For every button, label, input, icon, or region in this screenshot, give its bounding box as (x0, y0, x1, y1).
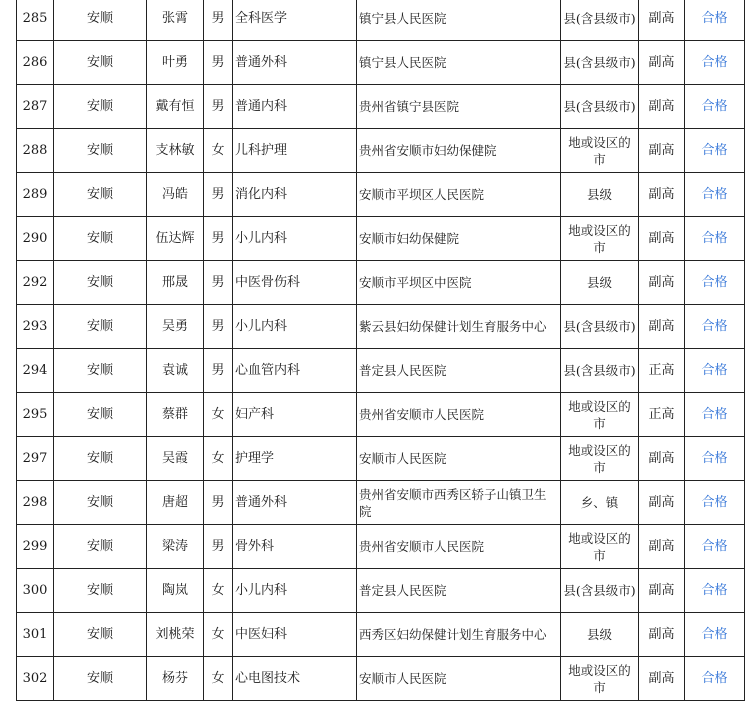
cell-unit: 贵州省安顺市西秀区轿子山镇卫生院 (357, 481, 561, 525)
cell-gender: 女 (204, 393, 233, 437)
cell-number: 287 (17, 85, 54, 129)
cell-specialty: 心电图技术 (233, 657, 357, 701)
cell-gender: 女 (204, 569, 233, 613)
cell-name: 陶岚 (147, 569, 204, 613)
cell-result-link[interactable]: 合格 (685, 261, 745, 305)
cell-region: 安顺 (54, 481, 147, 525)
cell-name: 蔡群 (147, 393, 204, 437)
table-row (17, 41, 745, 85)
cell-title: 副高 (639, 613, 685, 657)
cell-title: 副高 (639, 41, 685, 85)
cell-gender: 女 (204, 613, 233, 657)
cell-unit: 西秀区妇幼保健计划生育服务中心 (357, 613, 561, 657)
cell-result-link[interactable]: 合格 (685, 613, 745, 657)
cell-result-link[interactable]: 合格 (685, 0, 745, 41)
cell-result-link[interactable]: 合格 (685, 129, 745, 173)
cell-name: 伍达辉 (147, 217, 204, 261)
table-row (17, 349, 745, 393)
cell-gender: 男 (204, 41, 233, 85)
table-row (17, 305, 745, 349)
cell-gender: 男 (204, 217, 233, 261)
cell-number: 293 (17, 305, 54, 349)
roster-table-container (16, 0, 745, 701)
cell-unit: 镇宁县人民医院 (357, 41, 561, 85)
cell-title: 副高 (639, 261, 685, 305)
cell-title: 副高 (639, 129, 685, 173)
cell-region: 安顺 (54, 305, 147, 349)
cell-gender: 女 (204, 657, 233, 701)
cell-name: 吴勇 (147, 305, 204, 349)
cell-specialty: 骨外科 (233, 525, 357, 569)
cell-level: 地或设区的市 (561, 129, 639, 173)
cell-gender: 男 (204, 349, 233, 393)
cell-specialty: 小儿内科 (233, 569, 357, 613)
cell-title: 副高 (639, 85, 685, 129)
cell-specialty: 小儿内科 (233, 217, 357, 261)
cell-result-link[interactable]: 合格 (685, 85, 745, 129)
cell-unit: 贵州省安顺市妇幼保健院 (357, 129, 561, 173)
cell-unit: 安顺市平坝区中医院 (357, 261, 561, 305)
cell-number: 285 (17, 0, 54, 41)
cell-title: 副高 (639, 217, 685, 261)
cell-specialty: 中医骨伤科 (233, 261, 357, 305)
cell-gender: 男 (204, 85, 233, 129)
cell-region: 安顺 (54, 173, 147, 217)
cell-region: 安顺 (54, 217, 147, 261)
table-row (17, 657, 745, 701)
cell-level: 县(含县级市) (561, 349, 639, 393)
cell-result-link[interactable]: 合格 (685, 657, 745, 701)
cell-title: 副高 (639, 173, 685, 217)
cell-level: 地或设区的市 (561, 657, 639, 701)
cell-gender: 男 (204, 173, 233, 217)
cell-level: 县(含县级市) (561, 41, 639, 85)
cell-number: 301 (17, 613, 54, 657)
cell-unit: 安顺市人民医院 (357, 437, 561, 481)
cell-region: 安顺 (54, 261, 147, 305)
cell-name: 袁诚 (147, 349, 204, 393)
cell-level: 县级 (561, 613, 639, 657)
cell-name: 邢晟 (147, 261, 204, 305)
cell-gender: 女 (204, 437, 233, 481)
roster-table (16, 0, 745, 701)
cell-region: 安顺 (54, 569, 147, 613)
cell-level: 县(含县级市) (561, 569, 639, 613)
table-row (17, 393, 745, 437)
cell-specialty: 小儿内科 (233, 305, 357, 349)
cell-unit: 贵州省安顺市人民医院 (357, 393, 561, 437)
table-row (17, 129, 745, 173)
cell-gender: 男 (204, 481, 233, 525)
cell-name: 吴霞 (147, 437, 204, 481)
table-row (17, 613, 745, 657)
cell-number: 299 (17, 525, 54, 569)
cell-gender: 男 (204, 0, 233, 41)
cell-region: 安顺 (54, 657, 147, 701)
cell-number: 302 (17, 657, 54, 701)
cell-specialty: 妇产科 (233, 393, 357, 437)
cell-name: 唐超 (147, 481, 204, 525)
cell-name: 叶勇 (147, 41, 204, 85)
cell-title: 副高 (639, 0, 685, 41)
cell-title: 正高 (639, 349, 685, 393)
cell-specialty: 护理学 (233, 437, 357, 481)
cell-unit: 贵州省安顺市人民医院 (357, 525, 561, 569)
cell-result-link[interactable]: 合格 (685, 393, 745, 437)
cell-specialty: 心血管内科 (233, 349, 357, 393)
cell-region: 安顺 (54, 525, 147, 569)
cell-number: 290 (17, 217, 54, 261)
cell-number: 289 (17, 173, 54, 217)
table-row (17, 569, 745, 613)
cell-level: 县级 (561, 173, 639, 217)
cell-level: 县(含县级市) (561, 0, 639, 41)
cell-number: 300 (17, 569, 54, 613)
cell-name: 张霄 (147, 0, 204, 41)
table-row (17, 481, 745, 525)
cell-result-link[interactable]: 合格 (685, 481, 745, 525)
cell-number: 292 (17, 261, 54, 305)
cell-region: 安顺 (54, 393, 147, 437)
cell-number: 298 (17, 481, 54, 525)
cell-name: 支林敏 (147, 129, 204, 173)
cell-region: 安顺 (54, 85, 147, 129)
cell-level: 县(含县级市) (561, 85, 639, 129)
table-row (17, 261, 745, 305)
cell-result-link[interactable]: 合格 (685, 569, 745, 613)
cell-specialty: 中医妇科 (233, 613, 357, 657)
table-row (17, 525, 745, 569)
cell-title: 副高 (639, 437, 685, 481)
cell-region: 安顺 (54, 613, 147, 657)
cell-number: 297 (17, 437, 54, 481)
cell-name: 刘桃荣 (147, 613, 204, 657)
cell-unit: 紫云县妇幼保健计划生育服务中心 (357, 305, 561, 349)
cell-unit: 贵州省镇宁县医院 (357, 85, 561, 129)
cell-level: 地或设区的市 (561, 393, 639, 437)
cell-name: 冯皓 (147, 173, 204, 217)
cell-level: 县(含县级市) (561, 305, 639, 349)
cell-specialty: 儿科护理 (233, 129, 357, 173)
cell-gender: 女 (204, 129, 233, 173)
cell-title: 副高 (639, 525, 685, 569)
table-row (17, 437, 745, 481)
cell-region: 安顺 (54, 129, 147, 173)
cell-title: 正高 (639, 393, 685, 437)
cell-result-link[interactable]: 合格 (685, 41, 745, 85)
cell-name: 杨芬 (147, 657, 204, 701)
cell-unit: 安顺市平坝区人民医院 (357, 173, 561, 217)
cell-level: 县级 (561, 261, 639, 305)
cell-result-link[interactable]: 合格 (685, 349, 745, 393)
cell-title: 副高 (639, 657, 685, 701)
cell-unit: 普定县人民医院 (357, 349, 561, 393)
cell-unit: 安顺市妇幼保健院 (357, 217, 561, 261)
cell-region: 安顺 (54, 437, 147, 481)
cell-region: 安顺 (54, 41, 147, 85)
cell-level: 地或设区的市 (561, 217, 639, 261)
cell-result-link[interactable]: 合格 (685, 525, 745, 569)
cell-number: 288 (17, 129, 54, 173)
cell-specialty: 普通外科 (233, 481, 357, 525)
cell-region: 安顺 (54, 349, 147, 393)
cell-unit: 镇宁县人民医院 (357, 0, 561, 41)
cell-result-link[interactable]: 合格 (685, 217, 745, 261)
cell-result-link[interactable]: 合格 (685, 305, 745, 349)
cell-number: 294 (17, 349, 54, 393)
cell-title: 副高 (639, 481, 685, 525)
cell-specialty: 普通内科 (233, 85, 357, 129)
cell-title: 副高 (639, 305, 685, 349)
cell-name: 戴有恒 (147, 85, 204, 129)
table-row (17, 85, 745, 129)
cell-level: 乡、镇 (561, 481, 639, 525)
cell-specialty: 普通外科 (233, 41, 357, 85)
cell-gender: 男 (204, 525, 233, 569)
cell-level: 地或设区的市 (561, 525, 639, 569)
cell-number: 295 (17, 393, 54, 437)
cell-result-link[interactable]: 合格 (685, 173, 745, 217)
cell-result-link[interactable]: 合格 (685, 437, 745, 481)
cell-unit: 安顺市人民医院 (357, 657, 561, 701)
cell-name: 梁涛 (147, 525, 204, 569)
cell-gender: 男 (204, 261, 233, 305)
cell-gender: 男 (204, 305, 233, 349)
cell-unit: 普定县人民医院 (357, 569, 561, 613)
roster-table-body (17, 0, 745, 701)
table-row (17, 0, 745, 41)
cell-specialty: 消化内科 (233, 173, 357, 217)
cell-number: 286 (17, 41, 54, 85)
cell-region: 安顺 (54, 0, 147, 41)
cell-title: 副高 (639, 569, 685, 613)
cell-specialty: 全科医学 (233, 0, 357, 41)
table-row (17, 173, 745, 217)
cell-level: 地或设区的市 (561, 437, 639, 481)
table-row (17, 217, 745, 261)
